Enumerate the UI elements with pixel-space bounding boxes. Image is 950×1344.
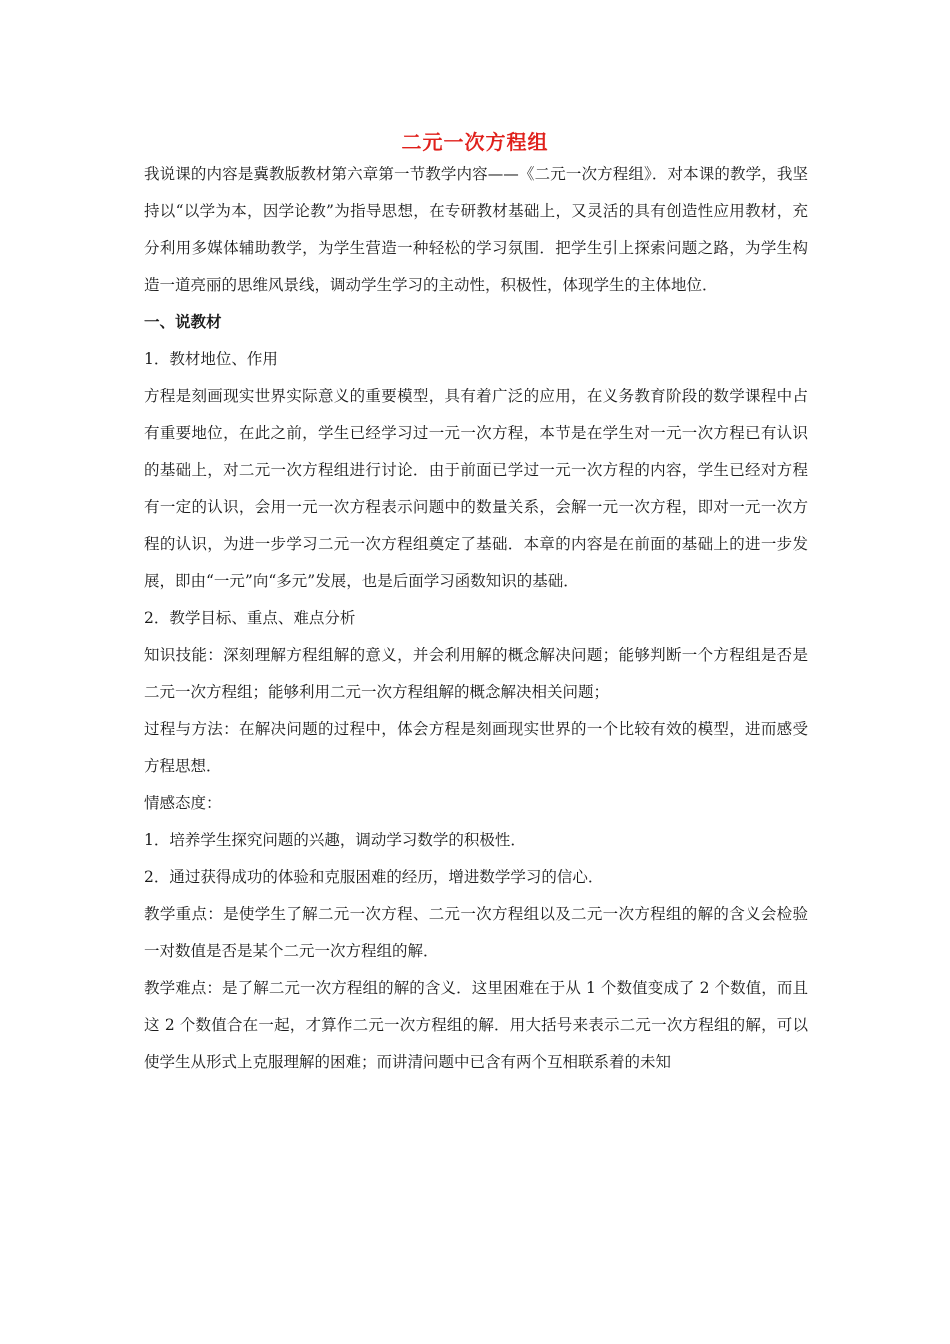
document-title: 二元一次方程组: [401, 130, 549, 154]
emotion-attitude-label: 情感态度：: [144, 794, 222, 812]
document-body: [144, 156, 808, 1081]
difficulty-paragraph: 教学难点：是了解二元一次方程组的解的含义．这里困难在于从 1 个数值变成了 2 个数值，而且这 2 个数值合在一起，才算作二元一次方程组的解．用大括号来表示二元一次方程组的解，可以使学生从形式上克服理解的困难；而讲清问题中已含有两个互相联系着的未知: [144, 979, 808, 1071]
section-heading: 一、说教材: [144, 313, 222, 331]
subsection-heading-1: 1．教材地位、作用: [144, 350, 278, 368]
emotion-item-2: 2．通过获得成功的体验和克服困难的经历，增进数学学习的信心．: [144, 868, 604, 886]
intro-paragraph: 我说课的内容是冀教版教材第六章第一节教学内容——《二元一次方程组》．对本课的教学，我坚持以“以学为本，因学论教”为指导思想，在专研教材基础上，又灵活的具有创造性应用教材，充分利用多媒体辅助教学，为学生营造一种轻松的学习氛围．把学生引上探索问题之路，为学生构造一道亮丽的思维风景线，调动学生学习的主动性，积极性，体现学生的主体地位．: [144, 165, 808, 294]
material-role-paragraph: 方程是刻画现实世界实际意义的重要模型，具有着广泛的应用，在义务教育阶段的数学课程中占有重要地位，在此之前，学生已经学习过一元一次方程，本节是在学生对一元一次方程已有认识的基础上，对二元一次方程组进行讨论．由于前面已学过一元一次方程的内容，学生已经对方程有一定的认识，会用一元一次方程表示问题中的数量关系，会解一元一次方程，即对一元一次方程的认识，为进一步学习二元一次方程组奠定了基础．本章的内容是在前面的基础上的进一步发展，即由“一元”向“多元”发展，也是后面学习函数知识的基础．: [144, 387, 808, 590]
subsection-heading-2: 2．教学目标、重点、难点分析: [144, 609, 356, 627]
process-methods-paragraph: 过程与方法：在解决问题的过程中，体会方程是刻画现实世界的一个比较有效的模型，进而感受方程思想．: [144, 720, 808, 775]
key-point-paragraph: 教学重点：是使学生了解二元一次方程、二元一次方程组以及二元一次方程组的解的含义会检验一对数值是否是某个二元一次方程组的解．: [144, 905, 808, 960]
knowledge-skills-paragraph: 知识技能：深刻理解方程组解的意义，并会利用解的概念解决问题；能够判断一个方程组是否是二元一次方程组；能够利用二元一次方程组解的概念解决相关问题；: [144, 646, 808, 701]
emotion-item-1: 1．培养学生探究问题的兴趣，调动学习数学的积极性．: [144, 831, 526, 849]
